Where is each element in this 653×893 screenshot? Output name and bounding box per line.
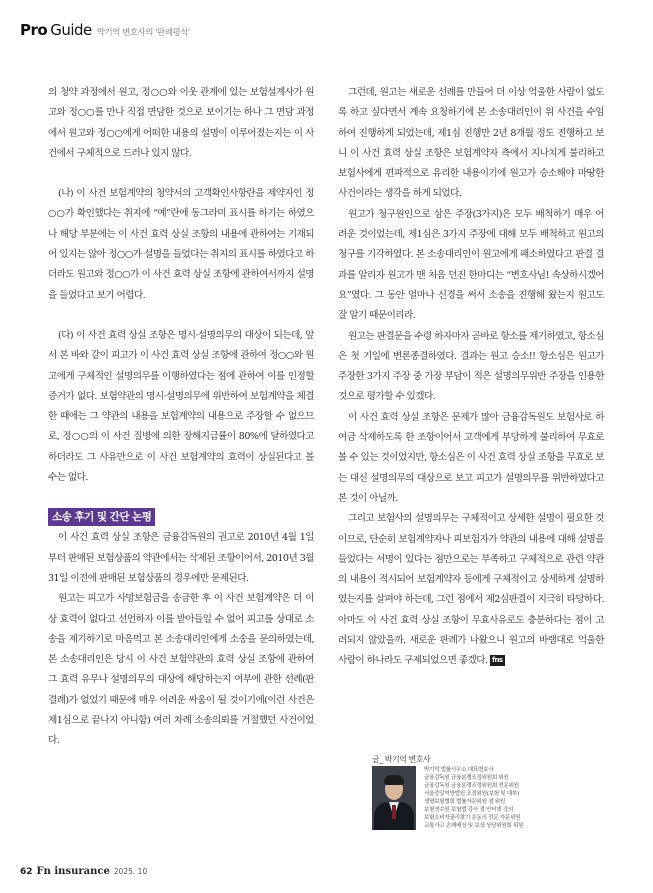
paragraph: 원고가 청구원인으로 삼은 주장(3가지)은 모두 배척하기 매우 어려운 것이었는데, 제1심은 3가지 주장에 대해 모두 배척하고 원고의 청구를 기각하였다. 본 소송대리인이 원고에게 패소하였다고 판결 결과를 알리자 원고가 맨 처음 던진 한마디는 “변호사님! 속상하시겠어요”였다. 그 동안 얼마나 신경을 써서 소송을 진행해 왔는지 원고도 잘 알기 때문이리라. (338, 208, 604, 322)
bio-line: 보험소비자권리찾기 운동의 전문 자문위원 (424, 815, 521, 821)
bio-line: 생명보험협회 법률자문위원 겸 위원 (424, 799, 505, 805)
paragraph: 그런데, 원고는 새로운 선례를 만들어 더 이상 억울한 사람이 없도록 하고 싶다면서 계속 요청하기에 본 소송대리인이 위 사건을 수임하여 진행하게 되었는데, 제1심 진행만 2년 8개월 정도 진행하고 보니 이 사건 효력 상실 조항은 보험계약자 측에서 지나치게 불리하고 보험사에게 편파적으로 유리한 내용이기에 원고가 승소해야 마땅한 사건이라는 생각을 하게 되었다. (338, 87, 604, 200)
issue-date: 2025. 10 (113, 867, 148, 876)
end-mark: fns (491, 656, 503, 665)
bio-line: 서울중앙지방법원 조정위원(보험 및 대부) (424, 791, 519, 797)
paragraph: 의 청약 과정에서 원고, 정○○와 이웃 관계에 있는 보험설계사가 원고와 정○○를 만나 직접 면담한 것으로 보이기는 하나 그 면담 과정에서 원고와 정○○에게 어떠한 내용의 설명이 이루어졌는지는 이 사건에서 구체적으로 드러나 있지 않다. (48, 87, 314, 159)
column-subtitle: 박기억 변호사의 '판례평석' (96, 28, 190, 38)
author-box (372, 754, 602, 830)
paragraph: 이 사건 효력 상실 조항은 금융감독원의 권고로 2010년 4월 1일부터 판매된 보험상품의 약관에서는 삭제된 조항이어서, 2010년 3월 31일 이전에 판매된 보험상품의 경우에만 문제된다. (48, 532, 314, 584)
page-footer (20, 866, 147, 877)
brand-pro: Pro (20, 21, 48, 39)
author-label: 글_ 박기억 변호사 (372, 755, 431, 764)
author-photo (372, 766, 416, 830)
section-title: 소송 후기 및 간단 논평 (48, 508, 155, 526)
left-column (48, 83, 314, 752)
bio-line: 보험연수원 보험법 강사 겸 인터넷 강의 (424, 807, 514, 813)
bio-line: 금융감독원 금융분쟁조정위원회 위원 (424, 775, 509, 781)
page-number: 62 (20, 867, 33, 877)
paragraph-text: 그리고 보험사의 설명의무는 구체적이고 상세한 설명이 필요한 것이므로, 단순히 보험계약자나 피보험자가 약관의 내용에 대해 설명을 들었다는 서명이 있다는 점만으로는 부족하고 구체적으로 관련 약관의 내용이 적시되어 보험계약자 등에게 구체적이고 상세하게 설명하였는지를 살펴야 하는데, 그런 점에서 제2심판결이 지극히 타당하다. 아마도 이 사건 효력 상실 조항이 무효사유로도 충분하다는 점이 고려되지 않았을까. 새로운 판례가 나왔으니 원고의 바램대로 억울한 사람이 하나라도 구제되었으면 좋겠다. (338, 513, 604, 667)
author-bio (424, 766, 523, 830)
paragraph (338, 509, 604, 671)
paragraph: 원고는 판결문을 수령 하자마자 곧바로 항소를 제기하였고, 항소심은 첫 기일에 변론종결하였다. 결과는 원고 승소!! 항소심은 원고가 주장한 3가지 주장 중 가장 부담이 적은 설명의무위반 주장을 인용한 것으로 평가할 수 있겠다. (338, 330, 604, 403)
bio-line: 금융감독원 금융분쟁조정위원회 전문위원 (424, 783, 519, 789)
right-column (338, 83, 604, 672)
paragraph: 이 사건 효력 상실 조항은 문제가 많아 금융감독원도 보험사로 하여금 삭제하도록 한 조항이어서 고객에게 부당하게 불리하여 무효로 볼 수 있는 것이었지만, 항소심은 이 사건 효력 상실 조항을 무효로 보는 대신 설명의무의 대상으로 보고 피고가 설명의무를 위반하였다고 본 것이 아닐까. (338, 411, 604, 504)
bio-line: 박기억 법률사무소 대표변호사 (424, 767, 494, 773)
publication-name: Fn insurance (36, 866, 110, 877)
paragraph: (나) 이 사건 보험계약의 청약서의 고객확인사항란을 제약자인 정○○가 확인했다는 취지에 “예”란에 동그라미 표시를 하기는 하였으나 해당 부분에는 이 사건 효력 상실 조항의 내용에 관하여는 기재되어 있지는 않아 정○○가 설명을 들었다는 취지의 표시를 하였다고 하더라도 원고와 정○○가 이 사건 효력 상실 조항에 관하여서까지 설명을 들었다고 보기 어렵다. (48, 188, 314, 301)
page-header (20, 21, 190, 39)
paragraph: 원고는 피고가 사망보험금을 송금한 후 이 사건 보험계약은 더 이상 효력이 없다고 선언하자 이를 받아들일 수 없어 피고를 상대로 소송을 제기하기로 마음먹고 본 소송대리인에게 소송을 문의하였는데, 본 소송대리인은 당시 이 사건 보험약관의 효력 상실 조항에 관하여 그 효력 유무나 설명의무의 대상에 해당하는지 여부에 관한 선례(판결례)가 없었기 때문에 매우 어려운 싸움이 될 것이기에(이런 사건은 제1심으로 끝나지 아니함) 여러 차례 소송의뢰를 거절했던 사건이었다. (48, 593, 314, 747)
paragraph: (다) 이 사건 효력 상실 조항은 명시·설명의무의 대상이 되는데, 앞서 본 바와 같이 피고가 이 사건 효력 상실 조항에 관하여 정○○와 원고에게 구체적인 설명의무를 이행하였다는 점에 관하여 이를 인정할 증거가 없다. 보험약관의 명시·설명의무에 위반하여 보험계약을 체결한 때에는 그 약관의 내용을 보험계약의 내용으로 주장할 수 없으므로, 정○○의 이 사건 질병에 의한 장해지급률이 80%에 달하였다고 하더라도 그 사유만으로 이 사건 보험계약의 효력이 상실된다고 볼 수는 없다. (48, 329, 314, 484)
bio-line: 교통사고 손해배상 및 보상 상담위원회 위원 (424, 823, 524, 829)
brand-guide: Guide (50, 21, 92, 39)
